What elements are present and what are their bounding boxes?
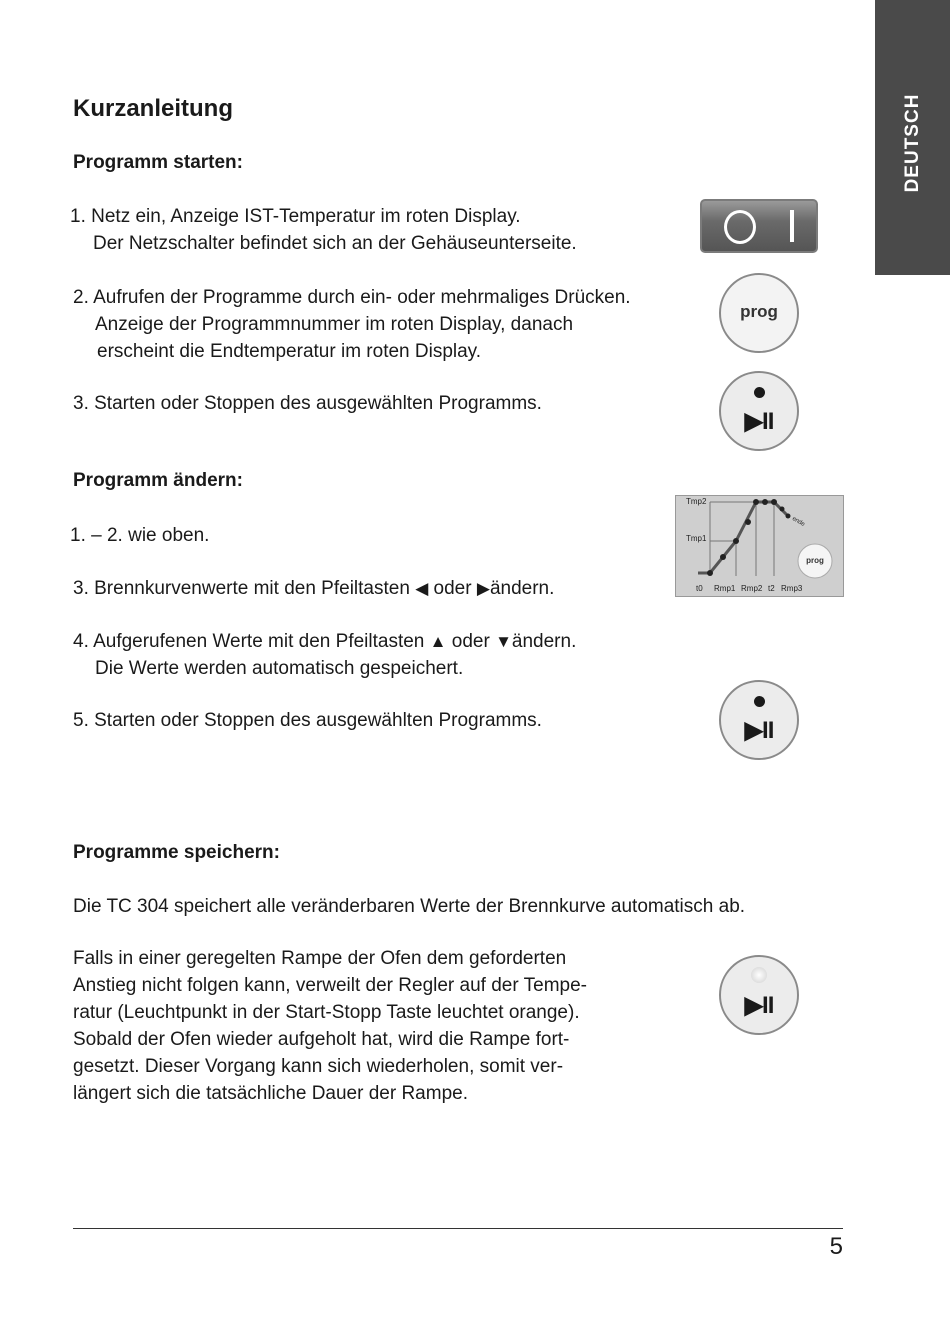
- arrow-up-icon: ▲: [429, 632, 447, 651]
- start-step-1: 1. Netz ein, Anzeige IST-Temperatur im roten Display. Der Netzschalter befindet sich an der Gehäuseunterseite.: [70, 206, 577, 254]
- arrow-down-icon: ▼: [495, 632, 512, 651]
- power-switch-icon: [700, 199, 818, 253]
- heading-programm-starten: Programm starten:: [73, 152, 243, 173]
- status-led-lit: [751, 967, 767, 983]
- start-stop-icon-orange: ▶II: [719, 955, 799, 1035]
- heading-programm-aendern: Programm ändern:: [73, 470, 243, 491]
- curve-svg: [676, 496, 843, 596]
- page-title: Kurzanleitung: [73, 95, 233, 122]
- change-step-4: 4. Aufgerufenen Werte mit den Pfeiltasten ▲ oder ▼ändern. Die Werte werden automatisch gespeichert.: [73, 631, 577, 679]
- page-number: 5: [829, 1233, 843, 1260]
- start-step-3: 3. Starten oder Stoppen des ausgewählten Programms.: [73, 393, 542, 414]
- footer-rule: [73, 1228, 843, 1229]
- start-step-2: 2. Aufrufen der Programme durch ein- oder mehrmaliges Drücken. Anzeige der Programmnummer im roten Display, danach erscheint die Endtemperatur im roten Display.: [73, 287, 631, 362]
- firing-curve-diagram: [675, 495, 844, 597]
- change-step-3: 3. Brennkurvenwerte mit den Pfeiltasten ◀ oder ▶ändern.: [73, 578, 555, 599]
- x-label-rmp2: Rmp2: [741, 584, 763, 593]
- change-step-1-2: 1. – 2. wie oben.: [70, 525, 210, 546]
- switch-on-symbol: [790, 210, 794, 242]
- status-led: [754, 696, 765, 707]
- change-step-5: 5. Starten oder Stoppen des ausgewählten Programms.: [73, 710, 542, 731]
- x-label-rmp1: Rmp1: [714, 584, 736, 593]
- end-label: ende: [791, 516, 806, 528]
- tmp2-label: Tmp2: [686, 497, 707, 506]
- x-label-t0: t0: [696, 584, 703, 593]
- language-tab-label: DEUTSCH: [901, 93, 923, 193]
- save-paragraph-2: Falls in einer geregelten Rampe der Ofen dem geforderten Anstieg nicht folgen kann, verweilt der Regler auf der Tempe- ratur (Leuchtpunkt in der Start-Stopp Taste leuchtet orange). Sobald der Ofen wieder aufgeholt hat, wird die Rampe fort- gesetzt. Dieser Vorgang kann sich wiederholen, somit ver- längert sich die tatsächliche Dauer der Rampe.: [73, 948, 587, 1104]
- x-label-rmp3: Rmp3: [781, 584, 803, 593]
- prog-mini-label: prog: [806, 556, 824, 565]
- arrow-right-icon: ▶: [476, 579, 490, 598]
- language-tab: [875, 0, 950, 275]
- start-stop-icon-2: ▶II: [719, 680, 799, 760]
- switch-off-symbol: [724, 210, 756, 244]
- prog-button-icon: prog: [719, 273, 799, 353]
- start-stop-icon-1: ▶II: [719, 371, 799, 451]
- arrow-left-icon: ◀: [415, 579, 429, 598]
- status-led: [754, 387, 765, 398]
- x-label-t2: t2: [768, 584, 775, 593]
- tmp1-label: Tmp1: [686, 534, 707, 543]
- save-paragraph-1: Die TC 304 speichert alle veränderbaren Werte der Brennkurve automatisch ab.: [73, 896, 746, 917]
- heading-programme-speichern: Programme speichern:: [73, 842, 280, 863]
